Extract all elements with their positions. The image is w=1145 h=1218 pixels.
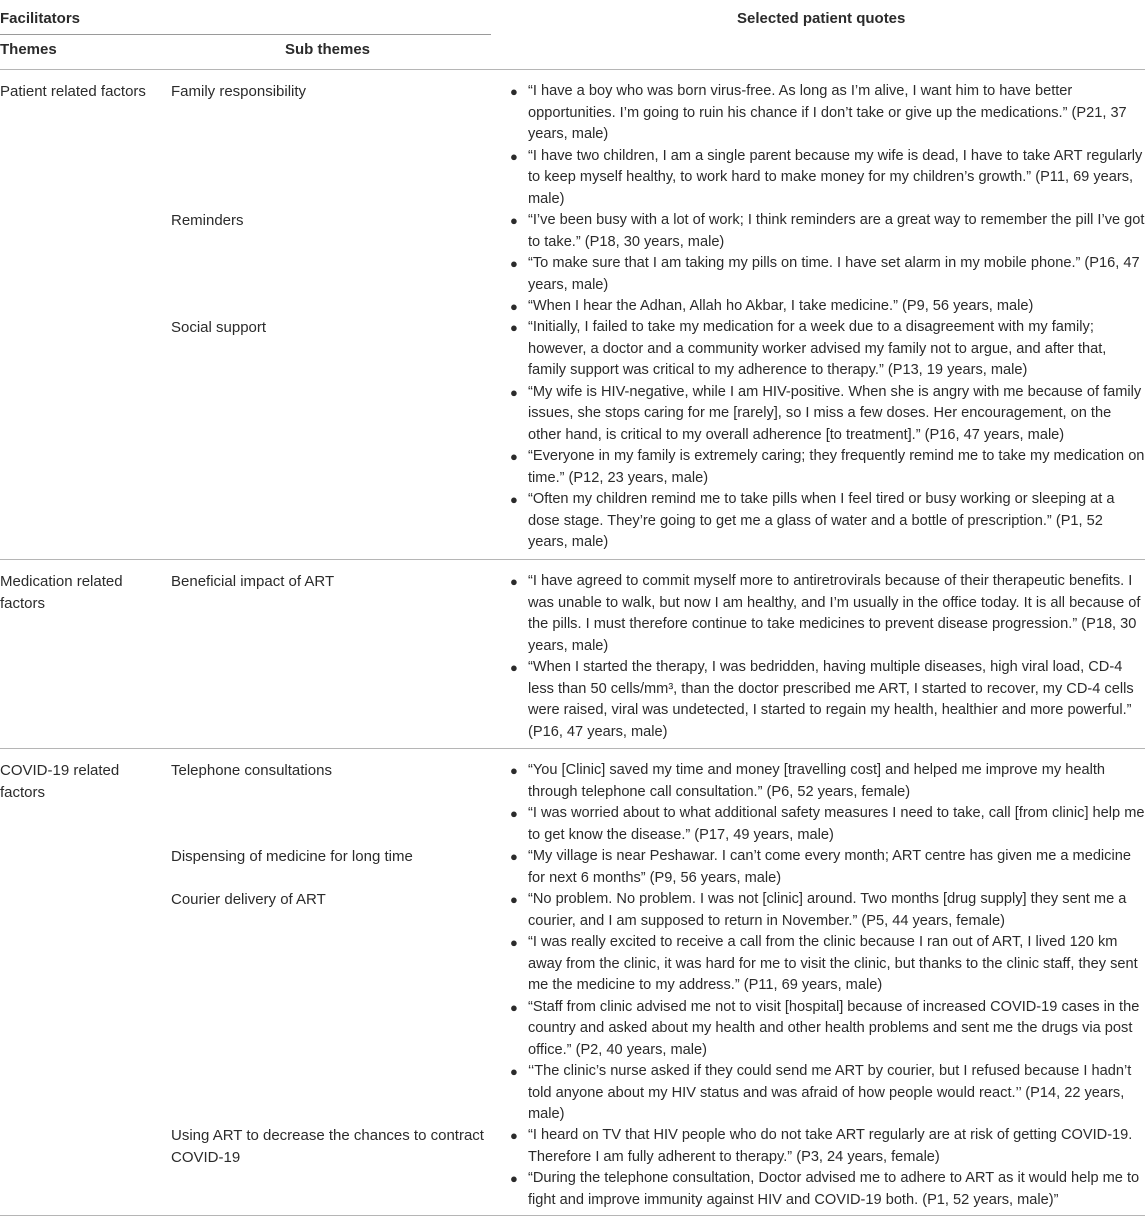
bullet-icon: ● bbox=[510, 1171, 518, 1186]
quote-text: “I have two children, I am a single parent because my wife is dead, I have to take ART regularly to keep myself healthy, to work hard to make money for my children’s growth.” (P11, 69 years, male) bbox=[528, 147, 1143, 207]
quote-list bbox=[510, 571, 1145, 743]
quote-list bbox=[510, 889, 1145, 1126]
quote-text: “Often my children remind me to take pills when I feel tired or busy working or sleeping at a dose stage. They’re going to get me a glass of water and a bottle of prescription.” (P1, 52 years, male) bbox=[528, 491, 1115, 550]
bullet-icon: ● bbox=[510, 935, 518, 950]
themes-header: Themes bbox=[0, 41, 57, 58]
header-divider bbox=[0, 34, 491, 35]
quote-text: “No problem. No problem. I was not [clinic] around. Two months [drug supply] they sent me a courier, and I am supposed to return in November.” (P5, 44 years, female) bbox=[528, 891, 1127, 929]
subtheme-label: Beneficial impact of ART bbox=[171, 573, 335, 590]
quote-text: “I heard on TV that HIV people who do not take ART regularly are at risk of getting COVID-19. Therefore I am fully adherent to therapy.” (P3, 24 years, female) bbox=[528, 1127, 1133, 1165]
quote-item bbox=[510, 446, 1145, 489]
quote-item bbox=[510, 803, 1145, 846]
bullet-icon: ● bbox=[510, 1128, 518, 1143]
subtheme-label: Family responsibility bbox=[171, 83, 307, 100]
quote-text: “I have agreed to commit myself more to antiretrovirals because of their therapeutic benefits. I was unable to walk, but now I am healthy, and I’m usually in the office today. It is all because of the pills. I must therefore continue to take medicines to prevent disease progression.” (P18, 30 years, male) bbox=[528, 573, 1141, 654]
quote-list bbox=[510, 317, 1145, 554]
bullet-icon: ● bbox=[510, 892, 518, 907]
quote-item bbox=[510, 1125, 1145, 1168]
subtheme-label: Telephone consultations bbox=[171, 762, 332, 779]
quote-text: “To make sure that I am taking my pills on time. I have set alarm in my mobile phone.” (P16, 47 years, male) bbox=[528, 255, 1140, 293]
bullet-icon: ● bbox=[510, 660, 518, 675]
facilitators-header: Facilitators bbox=[0, 10, 81, 27]
quote-item bbox=[510, 760, 1145, 803]
bullet-icon: ● bbox=[510, 999, 518, 1015]
quote-item bbox=[510, 846, 1145, 889]
quote-item bbox=[510, 1061, 1145, 1126]
quote-text: “Staff from clinic advised me not to visit [hospital] because of increased COVID-19 cases in the country and asked about my health and other health problems and sent me the drugs via post office.” (P2, 40 years, male) bbox=[528, 998, 1140, 1058]
quote-text: “My wife is HIV-negative, while I am HIV-positive. When she is angry with me because of family issues, she stops caring for me [rarely], so I miss a few doses. Her encouragement, on the other hand, is critical to my overall adherence [to treatment].” (P16, 47 years, male) bbox=[528, 383, 1142, 443]
table-bottom-rule bbox=[0, 1215, 1145, 1216]
quote-text: “When I hear the Adhan, Allah ho Akbar, I take medicine.” (P9, 56 years, male) bbox=[528, 298, 1034, 314]
quote-item bbox=[510, 253, 1145, 296]
theme-label: COVID-19 related factors bbox=[0, 762, 120, 801]
subtheme-label: Courier delivery of ART bbox=[171, 891, 326, 908]
theme-label: Patient related factors bbox=[0, 83, 146, 100]
quote-text: “During the telephone consultation, Doctor advised me to adhere to ART as it would help me to fight and improve immunity against HIV and COVID-19 both. (P1, 52 years, male)” bbox=[528, 1170, 1140, 1208]
bullet-icon: ● bbox=[510, 763, 518, 778]
bullet-icon: ● bbox=[510, 256, 518, 271]
quote-text: “I have a boy who was born virus-free. As long as I’m alive, I want him to have better opportunities. I’m going to ruin his chance if I don’t take or give up the medications.” (P21, 37 years, male) bbox=[528, 83, 1127, 142]
bullet-icon: ● bbox=[510, 213, 518, 228]
quote-item bbox=[510, 146, 1145, 211]
quote-text: “When I started the therapy, I was bedridden, having multiple diseases, high viral load, CD-4 less than 50 cells/mm³, than the doctor prescribed me ART, I started to recover, my CD-4 cells were raised, viral was undetected, I started to regain my health, healthier and more powerful.” (P16, 47 years, male) bbox=[528, 659, 1134, 740]
quote-text: “I’ve been busy with a lot of work; I think reminders are a great way to remember the pill I’ve got to take.” (P18, 30 years, male) bbox=[528, 212, 1145, 250]
quote-text: “You [Clinic] saved my time and money [travelling cost] and helped me improve my health through telephone call consultation.” (P6, 52 years, female) bbox=[528, 762, 1106, 800]
section-patient-related bbox=[0, 70, 1145, 559]
quote-list bbox=[510, 81, 1145, 210]
quote-item bbox=[510, 489, 1145, 554]
section-covid-related bbox=[0, 749, 1145, 1214]
bullet-icon: ● bbox=[510, 84, 518, 99]
subtheme-label: Using ART to decrease the chances to contract COVID-19 bbox=[171, 1127, 484, 1166]
quote-text: ‘‘The clinic’s nurse asked if they could send me ART by courier, but I refused because I hadn’t told anyone about my HIV status and was afraid of how people would react.’’ (P14, 22 years, male) bbox=[528, 1063, 1132, 1122]
sub-themes-header: Sub themes bbox=[285, 41, 371, 58]
bullet-icon: ● bbox=[510, 574, 518, 589]
theme-label: Medication related factors bbox=[0, 573, 123, 612]
quote-item bbox=[510, 571, 1145, 657]
quote-item bbox=[510, 1168, 1145, 1211]
quote-item bbox=[510, 210, 1145, 253]
bullet-icon: ● bbox=[510, 849, 518, 864]
quote-text: “Everyone in my family is extremely caring; they frequently remind me to take my medication on time.” (P12, 23 years, male) bbox=[528, 448, 1145, 486]
subtheme-label: Social support bbox=[171, 319, 267, 336]
quote-list bbox=[510, 1125, 1145, 1211]
quote-text: “My village is near Peshawar. I can’t come every month; ART centre has given me a medicine for next 6 months” (P9, 56 years, male) bbox=[528, 848, 1131, 886]
bullet-icon: ● bbox=[510, 1064, 518, 1079]
quote-text: “I was worried about to what additional safety measures I need to take, call [from clinic] help me to get know the disease.” (P17, 49 years, male) bbox=[528, 805, 1145, 843]
section-medication-related bbox=[0, 560, 1145, 748]
bullet-icon: ● bbox=[510, 806, 518, 821]
bullet-icon: ● bbox=[510, 492, 518, 507]
quotes-header: Selected patient quotes bbox=[737, 10, 906, 27]
quote-text: “I was really excited to receive a call from the clinic because I ran out of ART, I lived 120 km away from the clinic, it was hard for me to visit the clinic, but thanks to the clinic staff, they sent me the medicine to my address.” (P11, 69 years, male) bbox=[528, 934, 1138, 993]
quote-item bbox=[510, 997, 1145, 1062]
quote-text: “Initially, I failed to take my medication for a week due to a disagreement with my family; however, a doctor and a community worker advised my family not to argue, and after that, family support was critical to my adherence to therapy.” (P13, 19 years, male) bbox=[528, 319, 1107, 378]
quote-list bbox=[510, 210, 1145, 318]
subtheme-label: Dispensing of medicine for long time bbox=[171, 848, 413, 865]
quote-item bbox=[510, 81, 1145, 146]
bullet-icon: ● bbox=[510, 384, 518, 400]
quote-item bbox=[510, 932, 1145, 997]
quote-item bbox=[510, 317, 1145, 382]
subtheme-label: Reminders bbox=[171, 212, 244, 229]
quote-item bbox=[510, 889, 1145, 932]
quote-item bbox=[510, 657, 1145, 743]
bullet-icon: ● bbox=[510, 449, 518, 464]
bullet-icon: ● bbox=[510, 320, 518, 335]
quote-item bbox=[510, 296, 1145, 318]
bullet-icon: ● bbox=[510, 299, 518, 314]
quote-list bbox=[510, 760, 1145, 846]
bullet-icon: ● bbox=[510, 148, 518, 164]
quote-list bbox=[510, 846, 1145, 889]
quote-item bbox=[510, 382, 1145, 447]
